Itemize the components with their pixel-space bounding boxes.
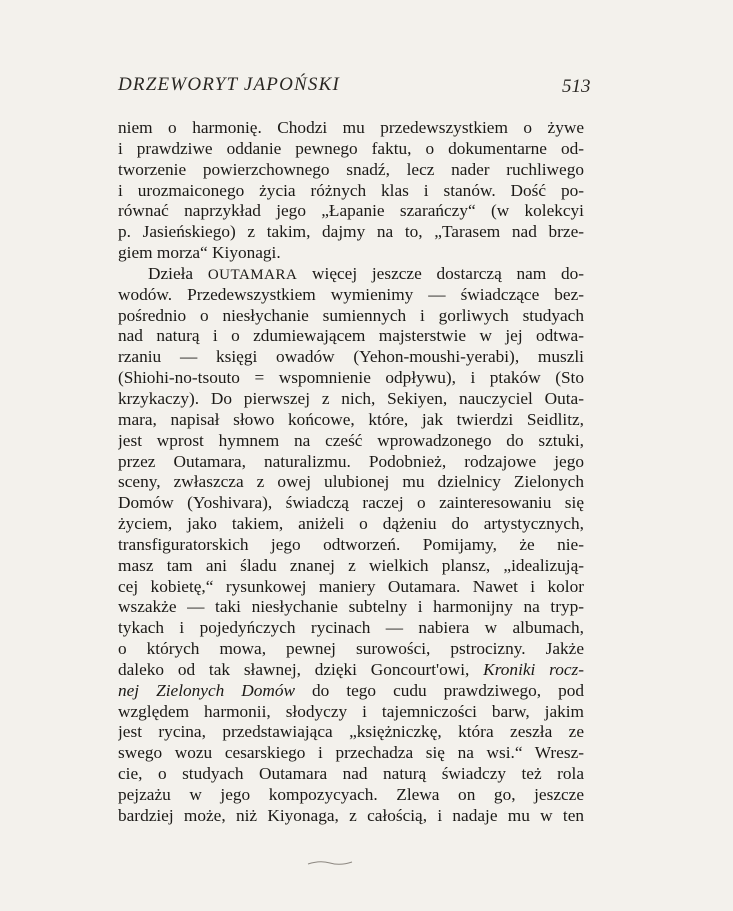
text-line: sceny, zwłaszcza z owej ulubionej mu dzielnicy Zielonych [118, 472, 584, 492]
text-line: równać naprzykład jego „Łapanie szarańczy“ (w kolekcyi [118, 201, 584, 221]
text-line: bardziej może, niż Kiyonaga, z całością, i nadaje mu w ten [118, 805, 584, 825]
running-title: DRZEWORYT JAPOŃSKI [118, 74, 340, 95]
text-line: Domów (Yoshivara), świadczą raczej o zainteresowaniu się [118, 493, 584, 513]
text-line: masz tam ani śladu znanej z wielkich plansz, „idealizują- [118, 555, 584, 575]
text-line: i prawdziwe oddanie pewnego faktu, o dokumentarne od- [118, 138, 584, 158]
text-line: przez Outamara, naturalizmu. Podobnież, rodzajowe jego [118, 451, 584, 471]
paragraph-start-line [118, 264, 584, 285]
text-line: względem harmonii, słodyczy i tajemniczości barw, jakim [118, 701, 584, 721]
text-line: p. Jasieńskiego) z takim, dajmy na to, „Tarasem nad brze- [118, 222, 584, 242]
text-line: rzaniu — księgi owadów (Yehon-moushi-yerabi), muszli [118, 347, 584, 367]
text-line: mara, napisał słowo końcowe, które, jak twierdzi Seidlitz, [118, 409, 584, 429]
text-line: (Shiohi-no-tsouto = wspomnienie odpływu), i ptaków (Sto [118, 368, 584, 388]
text-line: wodów. Przedewszystkiem wymienimy — świadczące bez- [118, 284, 584, 304]
body-text [118, 118, 584, 827]
page-number: 513 [562, 76, 591, 97]
text-line: cie, o studyach Outamara nad naturą świadczy też rola [118, 764, 584, 784]
text-line: tykach i pojedyńczych rycinach — nabiera w albumach, [118, 618, 584, 638]
text-segment: daleko od tak sławnej, dzięki Goncourt'owi, [118, 659, 484, 679]
text-line: życiem, jako takiem, aniżeli o dążeniu do artystycznych, [118, 514, 584, 534]
text-segment: do tego cudu prawdziwego, pod [295, 680, 584, 700]
text-line [118, 681, 584, 702]
book-title-italic: Kroniki rocz- [483, 659, 584, 679]
text-line [118, 660, 584, 681]
text-segment: więcej jeszcze dostarczą nam do- [297, 263, 584, 283]
text-line: i urozmaiconego życia różnych klas i stanów. Dość po- [118, 180, 584, 200]
text-line: krzykaczy). Do pierwszej z nich, Sekiyen, nauczyciel Outa- [118, 388, 584, 408]
text-line: wszakże — taki niesłychanie subtelny i harmonijny na tryp- [118, 597, 584, 617]
text-line: giem morza“ Kiyonagi. [118, 243, 281, 263]
text-line: o których mowa, pewnej surowości, pstrocizny. Jakże [118, 639, 584, 659]
text-line: cej kobietę,“ rysunkowej maniery Outamara. Nawet i kolor [118, 576, 584, 596]
text-line: nad naturą i o zdumiewającem majsterstwie w jej odtwa- [118, 326, 584, 346]
text-line: niem o harmonię. Chodzi mu przedewszystkiem o żywe [118, 118, 584, 137]
author-name-smallcaps: OUTAMARA [207, 266, 298, 283]
text-segment: Dzieła [148, 263, 208, 283]
text-line: pośrednio o niesłychanie sumiennych i gorliwych studyach [118, 305, 584, 325]
book-title-italic: nej Zielonych Domów [118, 680, 296, 700]
printer-mark-icon [300, 858, 360, 868]
text-line: jest wprost hymnem na cześć wprowadzonego do sztuki, [118, 430, 584, 450]
text-line: transfiguratorskich jego odtworzeń. Pomijamy, że nie- [118, 534, 584, 554]
text-line: pejzażu w jego kompozycyach. Zlewa on go, jeszcze [118, 785, 584, 804]
text-line: tworzenie powierzchownego snadź, lecz nader ruchliwego [118, 159, 584, 179]
text-line: swego wozu cesarskiego i przechadza się na wsi.“ Wresz- [118, 743, 584, 763]
text-line: jest rycina, przedstawiająca „księżniczkę, która zeszła ze [118, 722, 584, 742]
